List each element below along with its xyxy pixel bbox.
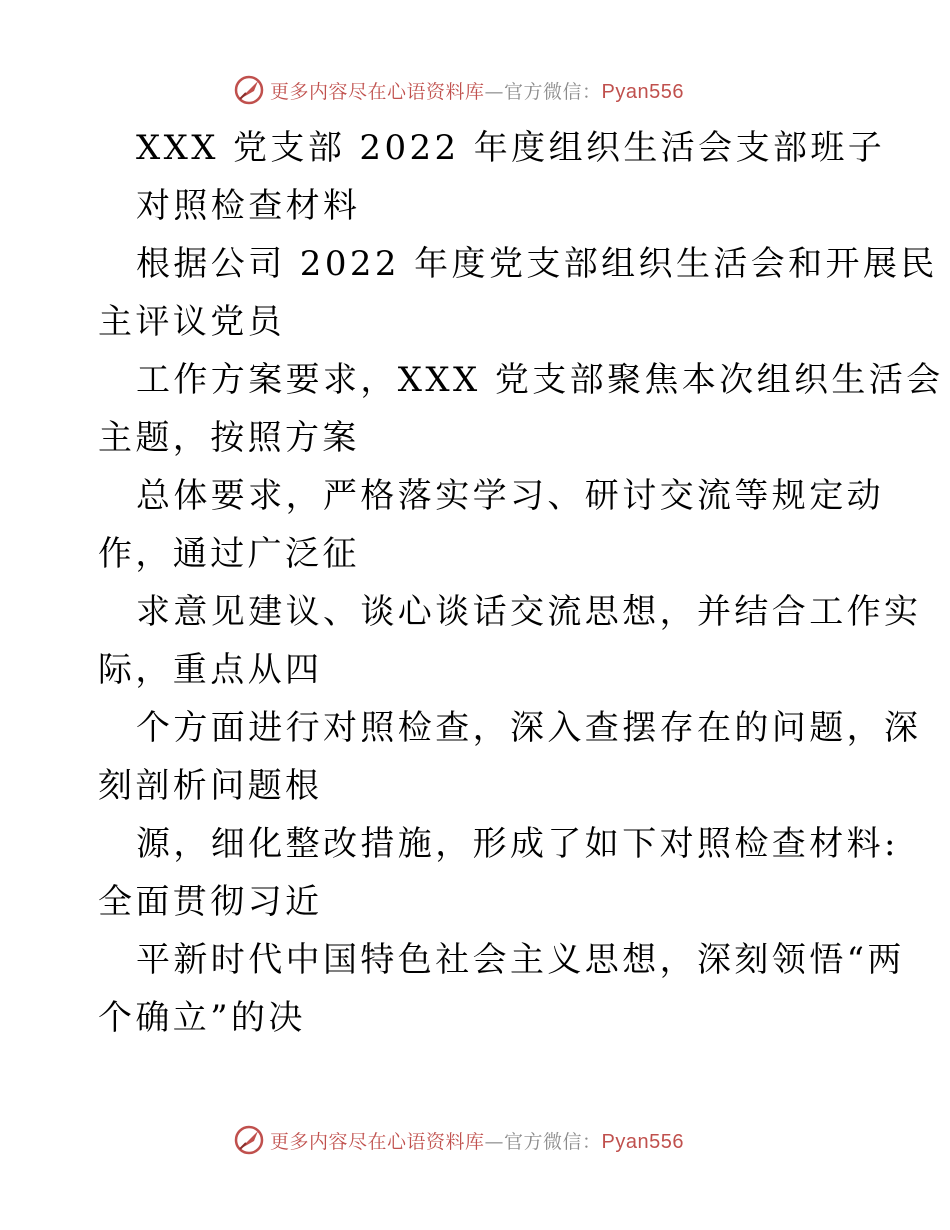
paragraph-line: 个确立”的决 (98, 998, 306, 1038)
paragraph-line: 主题，按照方案 (98, 418, 360, 458)
watermark-dash: — (484, 80, 505, 103)
paragraph-line: 源，细化整改措施，形成了如下对照检查材料: (136, 824, 899, 864)
paragraph-line: 主评议党员 (98, 302, 285, 342)
feather-pen-logo-icon (232, 1123, 266, 1157)
header-watermark (232, 72, 684, 108)
watermark-official-label: 官方微信： (504, 80, 602, 103)
watermark-wechat-id: Pyan556 (601, 1130, 684, 1153)
paragraph-line: 全面贯彻习近 (98, 882, 323, 922)
feather-pen-logo-icon (232, 73, 266, 107)
paragraph-line: 际，重点从四 (98, 650, 323, 690)
watermark-official-label: 官方微信： (504, 1130, 602, 1153)
watermark-wechat-id: Pyan556 (601, 80, 684, 103)
watermark-brand: 更多内容尽在心语资料库 (270, 80, 485, 103)
paragraph-line: 工作方案要求，XXX 党支部聚焦本次组织生活会 (136, 360, 944, 400)
paragraph-line: 平新时代中国特色社会主义思想，深刻领悟“两 (136, 940, 905, 980)
document-title-line-2: 对照检查材料 (136, 186, 361, 226)
paragraph-line: 求意见建议、谈心谈话交流思想，并结合工作实 (136, 592, 922, 632)
paragraph-line: 个方面进行对照检查，深入查摆存在的问题，深 (136, 708, 922, 748)
footer-watermark (232, 1122, 684, 1158)
paragraph-line: 刻剖析问题根 (98, 766, 323, 806)
document-title-line-1: XXX 党支部 2022 年度组织生活会支部班子 (136, 128, 886, 168)
watermark-dash: — (484, 1130, 505, 1153)
paragraph-line: 根据公司 2022 年度党支部组织生活会和开展民 (136, 244, 938, 284)
watermark-brand: 更多内容尽在心语资料库 (270, 1130, 485, 1153)
paragraph-line: 作，通过广泛征 (98, 534, 360, 574)
paragraph-line: 总体要求，严格落实学习、研讨交流等规定动 (136, 476, 884, 516)
